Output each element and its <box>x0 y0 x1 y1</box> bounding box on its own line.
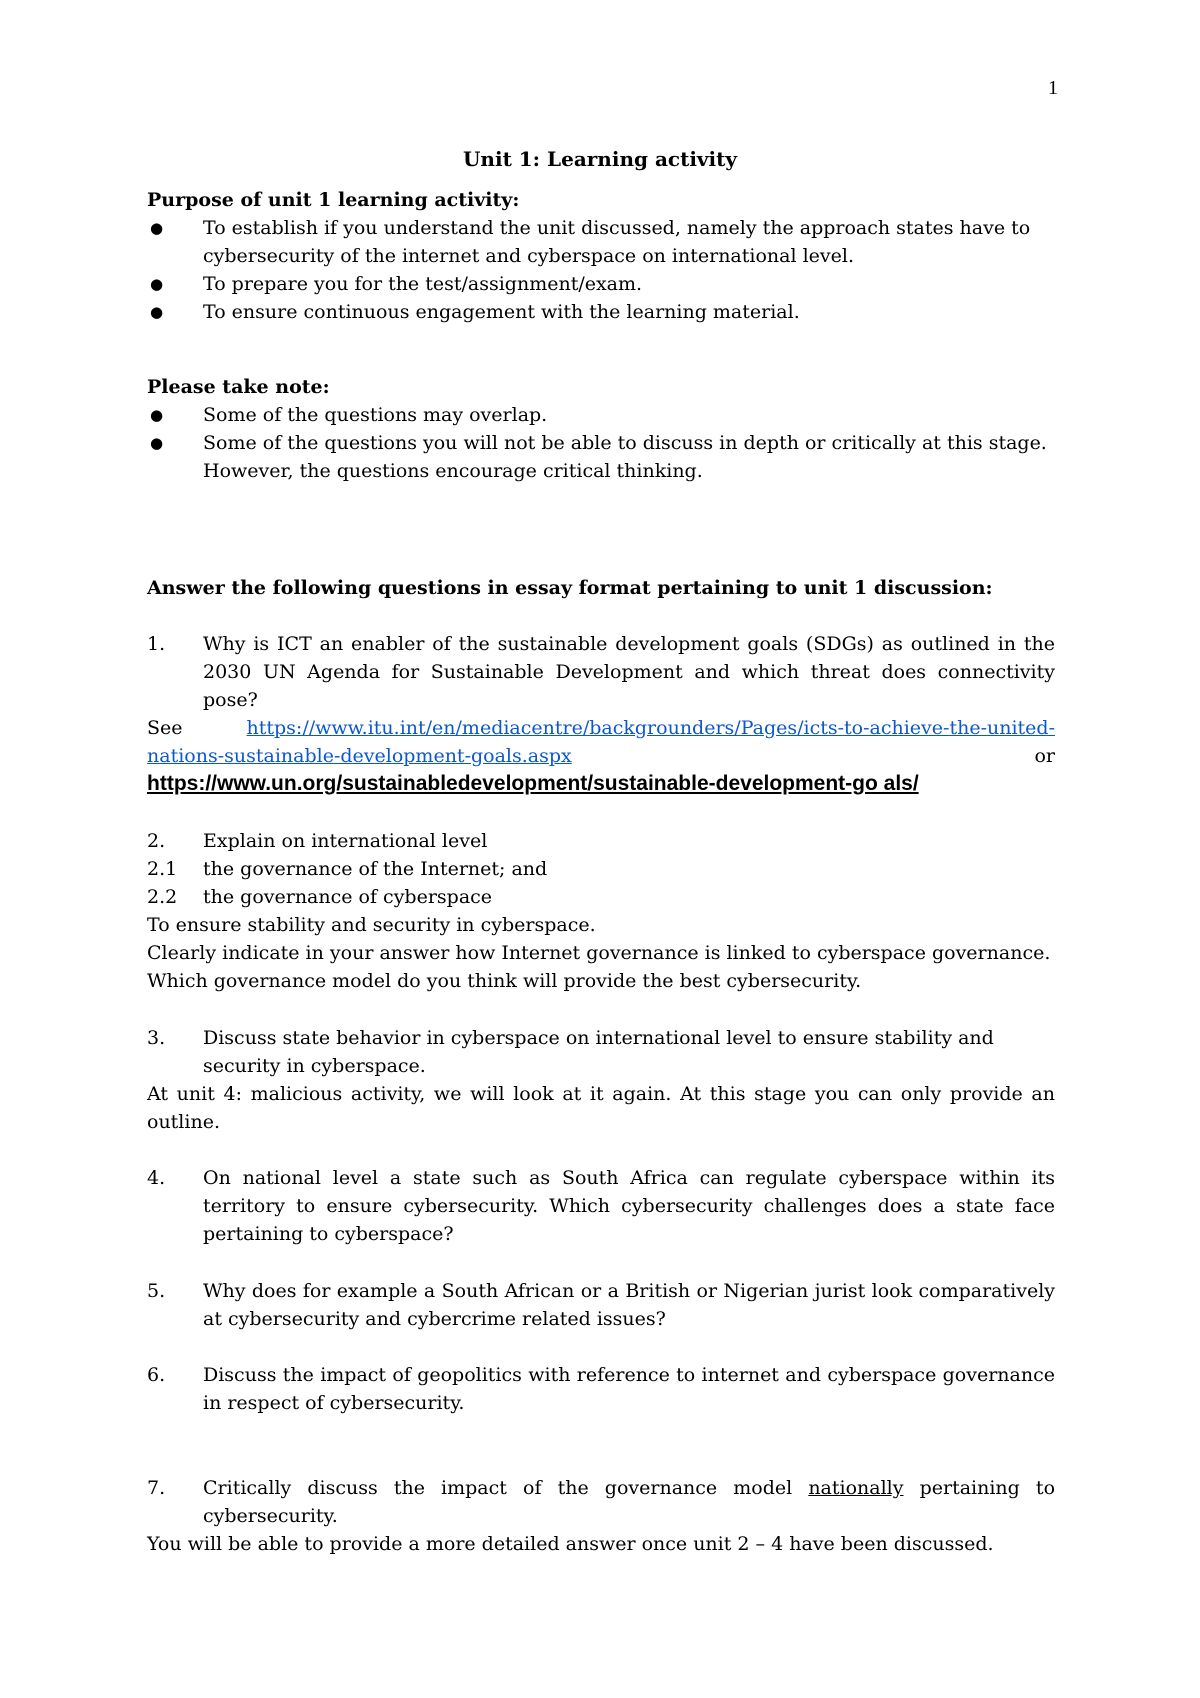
question-text <box>147 827 1055 855</box>
question-6 <box>147 1361 1055 1417</box>
bullet-icon: ● <box>150 434 164 452</box>
list-item <box>147 401 1055 429</box>
question-text <box>147 1361 1055 1417</box>
question-text <box>147 1024 1055 1080</box>
page-number: 1 <box>1048 77 1058 99</box>
list-item <box>147 298 1055 326</box>
un-link[interactable]: https://www.un.org/sustainabledevelopment/sustainable-development-go als/ <box>147 772 919 795</box>
bullet-icon: ● <box>150 275 164 293</box>
question-7 <box>147 1474 1055 1558</box>
bullet-icon: ● <box>150 406 164 424</box>
question-2 <box>147 827 1055 995</box>
bullet-icon: ● <box>150 219 164 237</box>
purpose-heading: Purpose of unit 1 learning activity: <box>147 189 520 211</box>
list-item-text: Some of the questions may overlap. <box>203 404 548 426</box>
list-item <box>147 429 1055 485</box>
list-item <box>147 214 1055 270</box>
sub-question-text: the governance of cyberspace <box>203 886 493 908</box>
question-body: Critically discuss the impact of the governance model <box>203 1477 793 1499</box>
question-text <box>147 1164 1055 1248</box>
question-number: 2. <box>147 830 166 852</box>
list-item-text: To prepare you for the test/assignment/exam. <box>203 273 643 295</box>
question-body: Discuss state behavior in cyberspace on international level to ensure stability and security in cyberspace. <box>203 1027 994 1077</box>
question-number: 5. <box>147 1280 166 1302</box>
question-text <box>147 1277 1055 1333</box>
question-body-end: pertaining to cybersecurity. <box>203 1477 1056 1527</box>
question-number: 7. <box>147 1477 166 1499</box>
question-body: Why does for example a South African or a British or Nigerian jurist look comparatively at cybersecurity and cybercrime related issues? <box>203 1280 1055 1330</box>
question-note: You will be able to provide a more detailed answer once unit 2 – 4 have been discussed. <box>147 1533 994 1555</box>
question-number: 4. <box>147 1167 166 1189</box>
page-title: Unit 1: Learning activity <box>462 147 737 171</box>
question-body: On national level a state such as South Africa can regulate cyberspace within its territory to ensure cybersecurity. Which cybersecurity challenges does a state face pertaining to cyberspace? <box>203 1167 1055 1245</box>
sub-question <box>147 855 1055 883</box>
question-text <box>147 630 1055 714</box>
bullet-icon: ● <box>150 303 164 321</box>
see-label: See <box>147 717 183 739</box>
see-row-2 <box>147 742 1055 770</box>
question-line: To ensure stability and security in cyberspace. <box>147 914 596 936</box>
question-note: At unit 4: malicious activity, we will look at it again. At this stage you can only provide an outline. <box>147 1083 1055 1133</box>
sub-question-number: 2.2 <box>147 886 178 908</box>
purpose-list <box>147 214 1055 326</box>
list-item-text: To ensure continuous engagement with the learning material. <box>203 301 800 323</box>
instructions-heading: Answer the following questions in essay format pertaining to unit 1 discussion: <box>147 577 993 599</box>
question-body: Discuss the impact of geopolitics with reference to internet and cyberspace governance in respect of cybersecurity. <box>203 1364 1055 1414</box>
question-3 <box>147 1024 1055 1136</box>
emphasis-nationally: nationally <box>808 1477 904 1499</box>
question-line: Which governance model do you think will provide the best cybersecurity. <box>147 970 862 992</box>
un-link-row <box>147 770 1055 798</box>
sub-question <box>147 883 1055 911</box>
purpose-section <box>147 186 1055 326</box>
itu-link[interactable]: https://www.itu.int/en/mediacentre/backgrounders/Pages/icts-to-achieve-the-united- <box>246 717 1055 739</box>
question-4 <box>147 1164 1055 1248</box>
list-item-text: Some of the questions you will not be able to discuss in depth or critically at this stage. However, the questions encourage critical thinking. <box>203 432 1047 482</box>
question-text <box>147 1474 1055 1530</box>
note-list <box>147 401 1055 485</box>
question-number: 1. <box>147 633 166 655</box>
sub-question-text: the governance of the Internet; and <box>203 858 548 880</box>
question-number: 6. <box>147 1364 166 1386</box>
note-section <box>147 373 1055 485</box>
see-row <box>147 714 1055 742</box>
question-body: Explain on international level <box>203 830 488 852</box>
or-label: or <box>1034 745 1055 767</box>
question-body: Why is ICT an enabler of the sustainable development goals (SDGs) as outlined in the 2030 UN Agenda for Sustainable Development and which threat does connectivity pose? <box>203 633 1055 711</box>
list-item <box>147 270 1055 298</box>
sub-question-number: 2.1 <box>147 858 178 880</box>
question-5 <box>147 1277 1055 1333</box>
list-item-text: To establish if you understand the unit discussed, namely the approach states have to cybersecurity of the internet and cyberspace on international level. <box>203 217 1031 267</box>
question-number: 3. <box>147 1027 166 1049</box>
question-1 <box>147 630 1055 798</box>
question-line: Clearly indicate in your answer how Internet governance is linked to cyberspace governance. <box>147 942 1051 964</box>
itu-link-continued[interactable]: nations-sustainable-development-goals.aspx <box>147 745 572 767</box>
note-heading: Please take note: <box>147 376 330 398</box>
